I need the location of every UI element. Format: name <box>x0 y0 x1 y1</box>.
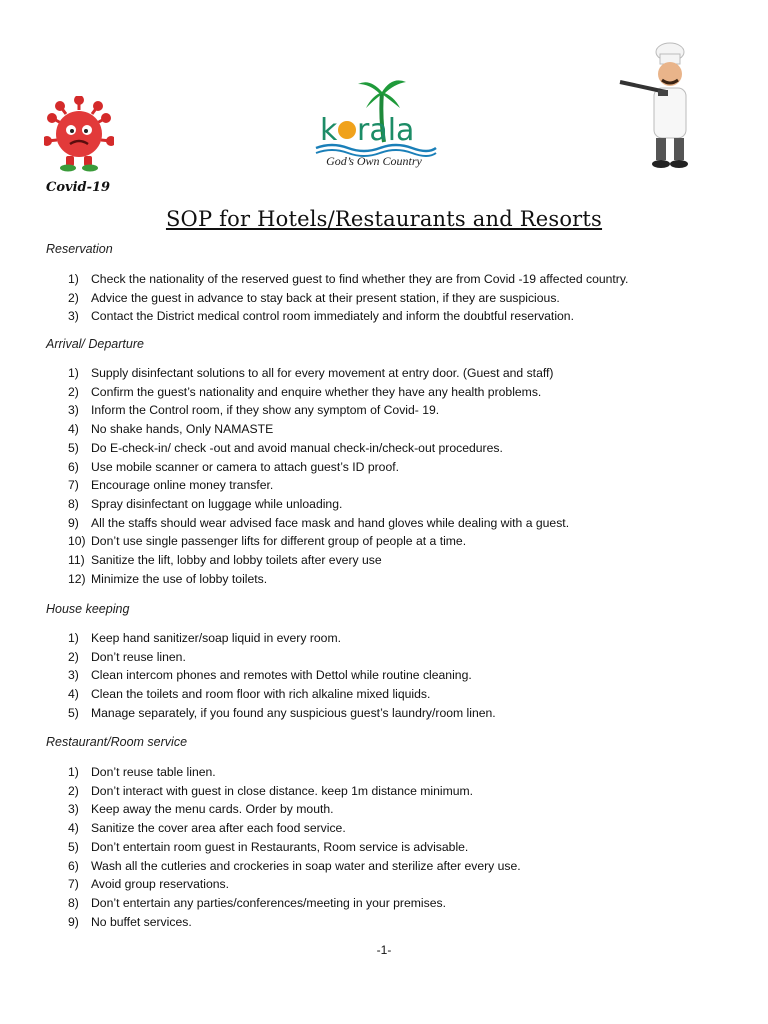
section-heading-reservation: Reservation <box>46 242 113 256</box>
restaurant-room-service-list <box>68 763 521 931</box>
list-item: 1) Supply disinfectant solutions to all for every movement at entry door. (Guest and staff) <box>68 366 554 380</box>
list-item: 5) Do E-check-in/ check -out and avoid manual check-in/check-out procedures. <box>68 440 503 455</box>
list-item: 1) Check the nationality of the reserved guest to find whether they are from Covid -19 affected country. <box>68 272 629 286</box>
svg-text:rala: rala <box>357 113 415 148</box>
house-keeping-list <box>68 629 496 723</box>
list-item: 7) Encourage online money transfer. <box>68 478 274 493</box>
arrival-departure-list <box>68 364 569 588</box>
list-item: 2) Don’t reuse linen. <box>68 649 186 664</box>
svg-text:k: k <box>320 113 338 148</box>
logo-tagline: God’s Own Country <box>326 154 422 168</box>
list-item: 4) No shake hands, Only NAMASTE <box>68 422 274 437</box>
section-heading-restaurant-room-service: Restaurant/Room service <box>46 735 188 749</box>
list-item: 3) Contact the District medical control room immediately and inform the doubtful reservation. <box>68 309 574 324</box>
list-item: 9) All the staffs should wear advised face mask and hand gloves while dealing with a guest. <box>68 515 570 530</box>
list-item: 10) Don’t use single passenger lifts for different group of people at a time. <box>68 534 467 549</box>
chef-icon <box>618 42 708 172</box>
list-item: 5) Manage separately, if you found any suspicious guest’s laundry/room linen. <box>68 705 496 720</box>
list-item: 2) Don’t interact with guest in close distance. keep 1m distance minimum. <box>68 783 474 798</box>
list-item: 12) Minimize the use of lobby toilets. <box>68 571 268 586</box>
list-item: 3) Clean intercom phones and remotes with Dettol while routine cleaning. <box>68 668 472 683</box>
list-item: 5) Don’t entertain room guest in Restaurants, Room service is advisable. <box>68 839 469 854</box>
list-item: 1) Don’t reuse table linen. <box>68 765 216 779</box>
list-item: 8) Spray disinfectant on luggage while unloading. <box>68 496 343 511</box>
document-title: SOP for Hotels/Restaurants and Resorts <box>165 207 603 231</box>
list-item: 9) No buffet services. <box>68 914 192 929</box>
reservation-list <box>68 270 628 326</box>
list-item: 11) Sanitize the lift, lobby and lobby toilets after every use <box>68 553 382 568</box>
list-item: 3) Keep away the menu cards. Order by mouth. <box>68 802 334 817</box>
section-heading-house-keeping: House keeping <box>46 602 130 616</box>
section-heading-arrival-departure: Arrival/ Departure <box>46 337 144 351</box>
list-item: 3) Inform the Control room, if they show any symptom of Covid- 19. <box>68 403 440 418</box>
page-number: -1- <box>376 943 392 957</box>
list-item: 8) Don’t entertain any parties/conferences/meeting in your premises. <box>68 895 446 910</box>
list-item: 4) Clean the toilets and room floor with rich alkaline mixed liquids. <box>68 687 431 702</box>
list-item: 1) Keep hand sanitizer/soap liquid in every room. <box>68 631 341 645</box>
list-item: 2) Confirm the guest’s nationality and enquire whether they have any health problems. <box>68 384 542 399</box>
covid-label: Covid-19 <box>46 180 111 195</box>
list-item: 6) Wash all the cutleries and crockeries in soap water and sterilize after every use. <box>68 858 521 873</box>
covid-virus-icon <box>44 96 114 172</box>
list-item: 6) Use mobile scanner or camera to attach guest’s ID proof. <box>68 459 399 474</box>
list-item: 2) Advice the guest in advance to stay back at their present station, if they are suspicious. <box>68 290 560 305</box>
list-item: 7) Avoid group reservations. <box>68 877 229 892</box>
list-item: 4) Sanitize the cover area after each food service. <box>68 821 346 836</box>
